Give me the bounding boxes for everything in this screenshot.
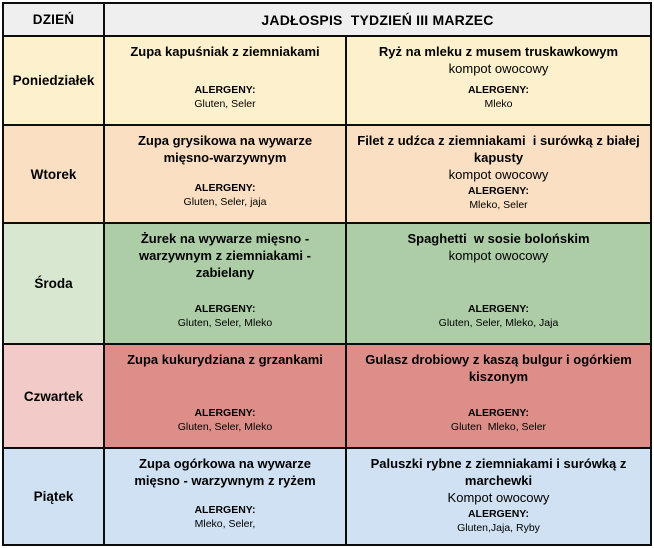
- meal-description: [115, 133, 335, 167]
- allergens-block: [357, 302, 640, 330]
- meal-name: Ryż na mleku z musem truskawkowym: [378, 44, 619, 59]
- meal-description: [115, 352, 335, 369]
- meal-name: Paluszki rybne z ziemniakami i surówką z marchewki: [370, 456, 631, 488]
- meal-name: Zupa kukurydziana z grzankami: [127, 352, 323, 367]
- allergens-block: [357, 83, 640, 111]
- main-course-cell: [347, 224, 650, 343]
- day-column-header: DZIEŃ: [4, 4, 103, 35]
- meal-description: [115, 44, 335, 61]
- side-dish: kompot owocowy: [448, 247, 549, 263]
- allergens-list: Gluten, Seler, Mleko: [177, 316, 273, 329]
- weekly-menu-table: [2, 2, 652, 546]
- allergens-list: Mleko, Seler: [469, 198, 528, 211]
- allergens-block: [115, 181, 335, 209]
- allergens-block: [115, 503, 335, 531]
- allergens-label: ALERGENY:: [467, 83, 530, 96]
- side-dish: kompot owocowy: [448, 60, 549, 76]
- soup-cell: [105, 37, 345, 124]
- meal-description: [357, 456, 640, 507]
- side-dish: Kompot owocowy: [447, 489, 550, 505]
- soup-cell: [105, 126, 345, 222]
- allergens-label: ALERGENY:: [194, 181, 256, 194]
- allergens-block: [357, 184, 640, 212]
- allergens-list: Mleko: [484, 97, 513, 110]
- meal-name: Zupa grysikowa na wywarze mięsno-warzywnym: [137, 133, 316, 165]
- allergens-block: [115, 302, 335, 330]
- main-course-cell: [347, 37, 650, 124]
- soup-cell: [105, 449, 345, 544]
- allergens-label: ALERGENY:: [467, 302, 530, 315]
- allergens-label: ALERGENY:: [194, 83, 256, 96]
- meal-name: Zupa kapuśniak z ziemniakami: [130, 44, 320, 59]
- day-cell: Piątek: [4, 449, 103, 544]
- allergens-block: [115, 83, 335, 111]
- allergens-list: Gluten,Jaja, Ryby: [457, 521, 540, 534]
- day-cell: Wtorek: [4, 126, 103, 222]
- allergens-list: Gluten, Seler, Mleko, Jaja: [438, 316, 559, 329]
- allergens-label: ALERGENY:: [467, 184, 530, 197]
- day-cell: Środa: [4, 224, 103, 343]
- meal-description: [357, 44, 640, 78]
- allergens-block: [357, 406, 640, 434]
- allergens-label: ALERGENY:: [194, 302, 256, 315]
- main-course-cell: [347, 126, 650, 222]
- allergens-block: [357, 507, 640, 535]
- day-cell: Poniedziałek: [4, 37, 103, 124]
- meal-name: Filet z udźca z ziemniakami i surówką z białej kapusty: [357, 133, 644, 165]
- allergens-list: Gluten, Seler, jaja: [183, 195, 267, 208]
- meal-description: [357, 352, 640, 386]
- allergens-list: Gluten Mleko, Seler: [450, 420, 547, 433]
- meal-name: Zupa ogórkowa na wywarze mięsno - warzywnym z ryżem: [134, 456, 316, 488]
- meal-description: [115, 231, 335, 282]
- main-course-cell: [347, 345, 650, 447]
- allergens-label: ALERGENY:: [194, 406, 256, 419]
- allergens-label: ALERGENY:: [467, 507, 530, 520]
- allergens-list: Gluten, Seler: [194, 97, 256, 110]
- main-course-cell: [347, 449, 650, 544]
- meal-description: [357, 231, 640, 265]
- meal-name: Gulasz drobiowy z kaszą bulgur i ogórkiem kiszonym: [365, 352, 636, 384]
- soup-cell: [105, 345, 345, 447]
- allergens-list: Gluten, Seler, Mleko: [177, 420, 273, 433]
- soup-cell: [105, 224, 345, 343]
- menu-title: JADŁOSPIS TYDZIEŃ III MARZEC: [105, 4, 650, 35]
- allergens-label: ALERGENY:: [194, 503, 256, 516]
- day-cell: Czwartek: [4, 345, 103, 447]
- meal-name: Spaghetti w sosie bolońskim: [407, 231, 590, 246]
- side-dish: kompot owocowy: [448, 166, 549, 182]
- allergens-label: ALERGENY:: [467, 406, 530, 419]
- meal-name: Żurek na wywarze mięsno - warzywnym z ziemniakami - zabielany: [139, 231, 315, 280]
- allergens-list: Mleko, Seler,: [194, 517, 256, 530]
- meal-description: [357, 133, 644, 184]
- meal-description: [115, 456, 335, 490]
- allergens-block: [115, 406, 335, 434]
